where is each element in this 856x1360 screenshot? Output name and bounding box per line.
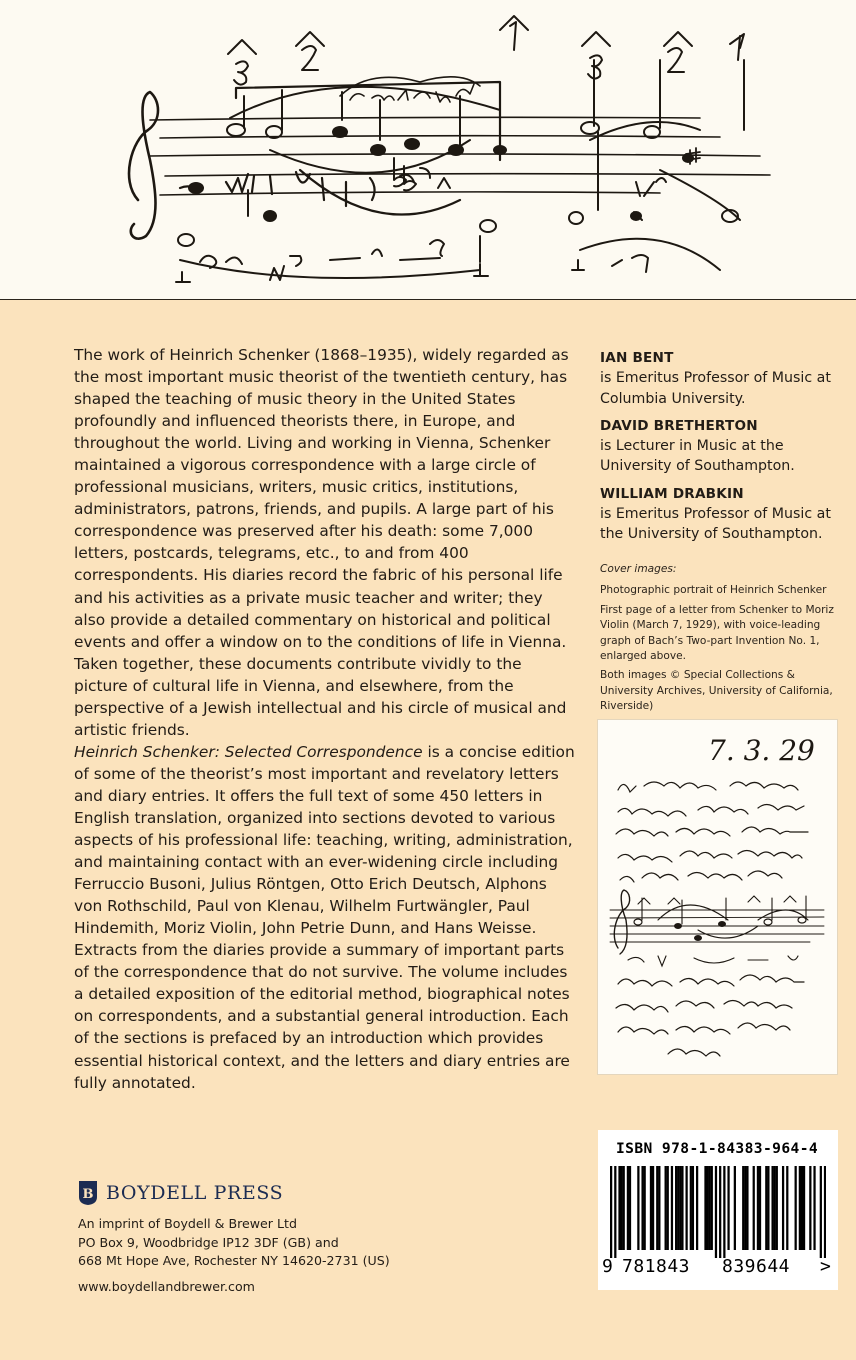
cover-note: First page of a letter from Schenker to Moriz Violin (March 7, 1929), with voice-leading graph of Bach’s Two-part Invention No. 1, enlarged above.: [600, 603, 834, 663]
author-entry: [600, 348, 840, 409]
barcode-bar: [765, 1166, 767, 1250]
barcode-bar: [652, 1166, 654, 1250]
barcode-digits-left: 781843: [622, 1256, 691, 1277]
barcode-bar: [677, 1166, 679, 1250]
publisher-logo-row: [78, 1180, 498, 1206]
cover-note: Both images © Special Collections & University Archives, University of California, Riverside): [600, 669, 833, 713]
barcode-bar: [620, 1166, 622, 1250]
barcode-bar: [820, 1166, 822, 1258]
author-name: IAN BENT: [600, 350, 674, 366]
barcode-bar: [744, 1166, 746, 1250]
barcode-digit-lead: 9: [602, 1256, 614, 1277]
barcode-bar: [665, 1166, 667, 1250]
barcode-bar: [782, 1166, 784, 1250]
book-description: [74, 344, 576, 1094]
barcode-bar: [706, 1166, 708, 1250]
barcode-bar: [759, 1166, 761, 1250]
barcode-bar: [801, 1166, 803, 1250]
barcode-bar: [618, 1166, 620, 1250]
barcode-bar: [774, 1166, 776, 1250]
barcode-bar: [675, 1166, 677, 1250]
barcode-bar: [734, 1166, 736, 1250]
boydell-shield-icon: [78, 1180, 98, 1206]
barcode-bar: [650, 1166, 652, 1250]
barcode-bar: [679, 1166, 681, 1250]
author-bios: [600, 348, 840, 552]
barcode-bar: [824, 1166, 826, 1258]
barcode-bar: [610, 1166, 612, 1258]
barcode-bar: [799, 1166, 801, 1250]
barcode-digits-right: 839644: [722, 1256, 791, 1277]
barcode-bar: [809, 1166, 811, 1250]
barcode-bar: [692, 1166, 694, 1250]
barcode-bar: [742, 1166, 744, 1250]
barcode-bar: [813, 1166, 815, 1250]
barcode-bar: [753, 1166, 755, 1250]
barcode-bar: [614, 1166, 616, 1258]
barcode-bar: [723, 1166, 725, 1258]
barcode-quiet-mark: >: [820, 1256, 832, 1277]
description-paragraph-2-text: is a concise edition of some of the theorist’s most important and revelatory letters and diary entries. It offers the full text of some 450 letters in English translation, organized into sections devoted to various aspects of his professional life: teaching, writing, administration, and maintaining contact with an ever-widening circle including Ferruccio Busoni, Julius Röntgen, Otto Erich Deutsch, Alphons von Rothschild, Paul von Klenau, Wilhelm Furtwängler, Paul Hindemith, Moriz Violin, John Petrie Dunn, and Hans Weisse. Extracts from the diaries provide a summary of important parts of the correspondence that do not survive. The volume includes a detailed exposition of the editorial method, biographical notes on correspondents, and a substantial general introduction. Each of the sections is prefaced by an introduction which provides essential historical context, and the letters and diary entries are fully annotated.: [74, 742, 575, 1092]
isbn-label: ISBN 978-1-84383-964-4: [616, 1140, 819, 1157]
barcode-bar: [690, 1166, 692, 1250]
barcode-bar: [641, 1166, 643, 1250]
author-name: WILLIAM DRABKIN: [600, 485, 744, 502]
letter-facsimile-drawing: [598, 720, 837, 1074]
barcode-bar: [795, 1166, 797, 1250]
barcode-bar: [629, 1166, 631, 1250]
publisher-name: BOYDELL PRESS: [106, 1182, 284, 1204]
voice-leading-sketch: [0, 0, 856, 300]
author-entry: [600, 416, 840, 477]
barcode-bar: [771, 1166, 773, 1250]
barcode-bar: [627, 1166, 629, 1250]
barcode-bar: [681, 1166, 683, 1250]
letter-date: 7. 3. 29: [708, 734, 815, 767]
author-entry: [600, 484, 840, 545]
barcode-bar: [671, 1166, 673, 1250]
author-name: DAVID BRETHERTON: [600, 417, 758, 434]
letter-facsimile: [597, 719, 838, 1075]
barcode-bar: [696, 1166, 698, 1250]
barcode-bar: [709, 1166, 711, 1250]
barcode-bar: [803, 1166, 805, 1250]
barcode-bar: [715, 1166, 717, 1258]
publisher-website: www.boydellandbrewer.com: [78, 1278, 255, 1294]
barcode-bar: [711, 1166, 713, 1250]
barcode-bars: [610, 1166, 826, 1258]
publisher-logo-letter: B: [82, 1187, 94, 1202]
barcode-bar: [786, 1166, 788, 1250]
barcode-bar: [623, 1166, 625, 1250]
barcode-bar: [746, 1166, 748, 1250]
description-paragraph-2: [74, 741, 576, 1094]
barcode-bar: [658, 1166, 660, 1250]
barcode-bar: [644, 1166, 646, 1250]
voice-leading-sketch-drawing: [0, 0, 856, 300]
barcode-bar: [686, 1166, 688, 1250]
author-bio: is Emeritus Professor of Music at Columbia University.: [600, 370, 831, 407]
cover-image-credits: [600, 562, 846, 719]
book-title: Heinrich Schenker: Selected Correspondence: [74, 742, 423, 761]
barcode-bar: [757, 1166, 759, 1250]
cover-images-heading: Cover images:: [600, 563, 677, 575]
publisher-info: [78, 1180, 498, 1294]
barcode-bar: [637, 1166, 639, 1250]
barcode-bar: [656, 1166, 658, 1250]
isbn-barcode: [598, 1130, 838, 1290]
description-paragraph-1: The work of Heinrich Schenker (1868–1935), widely regarded as the most important music theorist of the twentieth century, has shaped the teaching of music theory in the United States profoundly and influenced theorists there, in Europe, and throughout the world. Living and working in Vienna, Schenker maintained a vigorous correspondence with a large circle of professional musicians, writers, music critics, institutions, administrators, patrons, friends, and pupils. A large part of his correspondence was preserved after his death: some 7,000 letters, postcards, telegrams, etc., to and from 400 correspondents. His diaries record the fabric of his personal life and his activities as a private music teacher and writer; they also provide a detailed commentary on historical and political events and offer a window on to the conditions of life in Vienna. Taken together, these documents contribute vividly to the picture of cultural life in Vienna, and elsewhere, from the perspective of a Jewish intellectual and his circle of musical and artistic friends.: [74, 346, 569, 739]
author-bio: is Lecturer in Music at the University of Southampton.: [600, 438, 795, 475]
barcode-bar: [727, 1166, 729, 1250]
barcode-bar: [767, 1166, 769, 1250]
barcode-bar: [704, 1166, 706, 1250]
author-bio: is Emeritus Professor of Music at the University of Southampton.: [600, 506, 831, 543]
publisher-address-line: PO Box 9, Woodbridge IP12 3DF (GB) and: [78, 1234, 339, 1250]
publisher-address-line: An imprint of Boydell & Brewer Ltd: [78, 1216, 297, 1231]
cover-note: Photographic portrait of Heinrich Schenker: [600, 584, 827, 597]
barcode-bar: [719, 1166, 721, 1258]
barcode-bar: [667, 1166, 669, 1250]
publisher-address-line: 668 Mt Hope Ave, Rochester NY 14620-2731 (US): [78, 1253, 390, 1269]
barcode-bar: [776, 1166, 778, 1250]
